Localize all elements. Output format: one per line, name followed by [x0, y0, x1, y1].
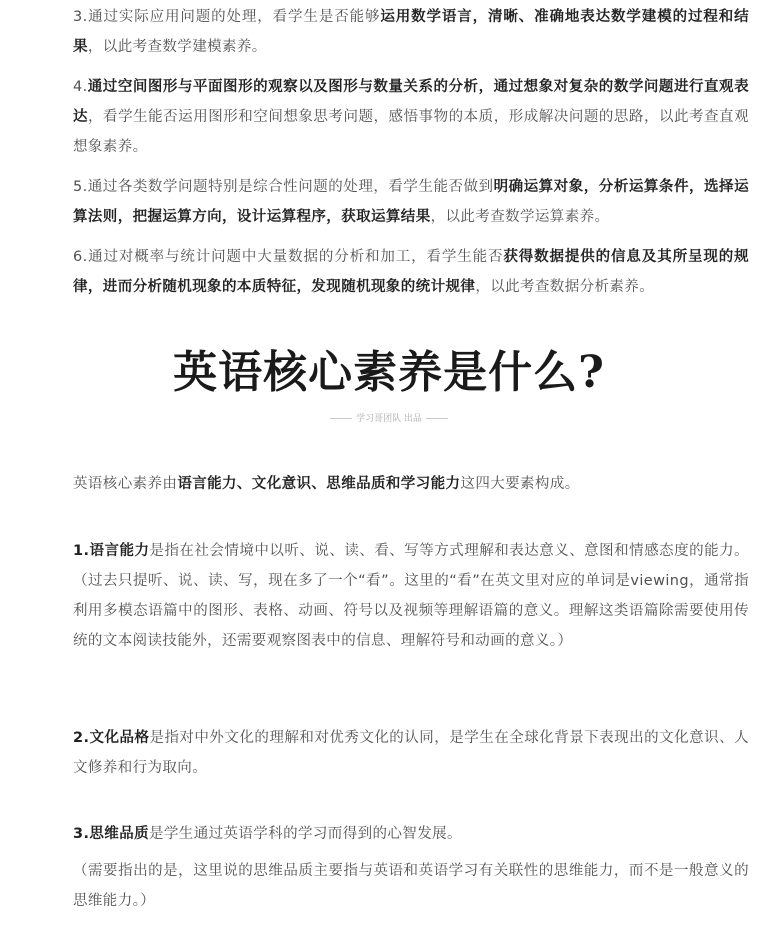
byline-right-rule [426, 418, 448, 419]
body-text: ，以此考查数学运算素养。 [430, 209, 610, 225]
body-text: 6.通过对概率与统计问题中大量数据的分析和加工，看学生能否 [73, 249, 504, 265]
paragraph-cultural-character [73, 723, 749, 783]
paragraph-thinking-quality [73, 819, 749, 849]
body-text: 是指在社会情境中以听、说、读、看、写等方式理解和表达意义、意图和情感态度的能力。（过去只提听、说、读、写，现在多了一个“看”。这里的“看”在英文里对应的单词是viewing，通常指利用多模态语篇中的图形、表格、动画、符号以及视频等理解语篇的意义。理解这类语篇除需要使用传统的文本阅读技能外，还需要观察图表中的信息、理解符号和动画的意义。） [73, 543, 749, 649]
emphasis-text: 明确运算对象，分析运算条件，选择运算法则，把握运算方向，设计运算程序，获取运算结果 [73, 179, 749, 225]
byline-left-rule [330, 418, 352, 419]
item-heading: 2.文化品格 [73, 730, 150, 746]
body-text: 3.通过实际应用问题的处理，看学生是否能够 [73, 9, 381, 25]
body-text: 是学生通过英语学科的学习而得到的心智发展。 [149, 826, 462, 842]
section-title: 英语核心素养是什么? [173, 347, 605, 398]
body-text: 英语核心素养由 [73, 476, 178, 492]
body-text: 5.通过各类数学问题特别是综合性问题的处理，看学生能否做到 [73, 179, 494, 195]
emphasis-text: 获得数据提供的信息及其所呈现的规律，进而分析随机现象的本质特征，发现随机现象的统计规律 [73, 249, 749, 295]
paragraph-math-operation [73, 172, 749, 232]
paragraph-thinking-quality-note [73, 856, 749, 916]
body-text: ，以此考查数据分析素养。 [475, 279, 655, 295]
paragraph-math-modeling [73, 2, 749, 62]
body-text: 是指对中外文化的理解和对优秀文化的认同，是学生在全球化背景下表现出的文化意识、人文修养和行为取向。 [73, 730, 749, 776]
body-text: ，看学生能否运用图形和空间想象思考问题，感悟事物的本质，形成解决问题的思路，以此考查直观想象素养。 [73, 109, 749, 155]
emphasis-text: 运用数学语言，清晰、准确地表达数学建模的过程和结果 [73, 9, 749, 55]
body-text: 这四大要素构成。 [460, 476, 580, 492]
paragraph-data-analysis [73, 242, 749, 302]
body-text: ，以此考查数学建模素养。 [87, 39, 267, 55]
item-heading: 3.思维品质 [73, 826, 149, 842]
paragraph-intuitive-imagination [73, 72, 749, 162]
paragraph-language-ability [73, 536, 749, 656]
body-text: （需要指出的是，这里说的思维品质主要指与英语和英语学习有关联性的思维能力，而不是一般意义的思维能力。） [73, 863, 749, 909]
body-text: 4. [73, 79, 88, 95]
byline-text: 学习哥团队 出品 [356, 414, 422, 424]
item-heading: 1.语言能力 [73, 543, 150, 559]
emphasis-text: 语言能力、文化意识、思维品质和学习能力 [177, 476, 461, 492]
intro-paragraph [73, 469, 749, 499]
byline [0, 411, 778, 424]
emphasis-text: 通过空间图形与平面图形的观察以及图形与数量关系的分析，通过想象对复杂的数学问题进行直观表达 [73, 79, 749, 125]
